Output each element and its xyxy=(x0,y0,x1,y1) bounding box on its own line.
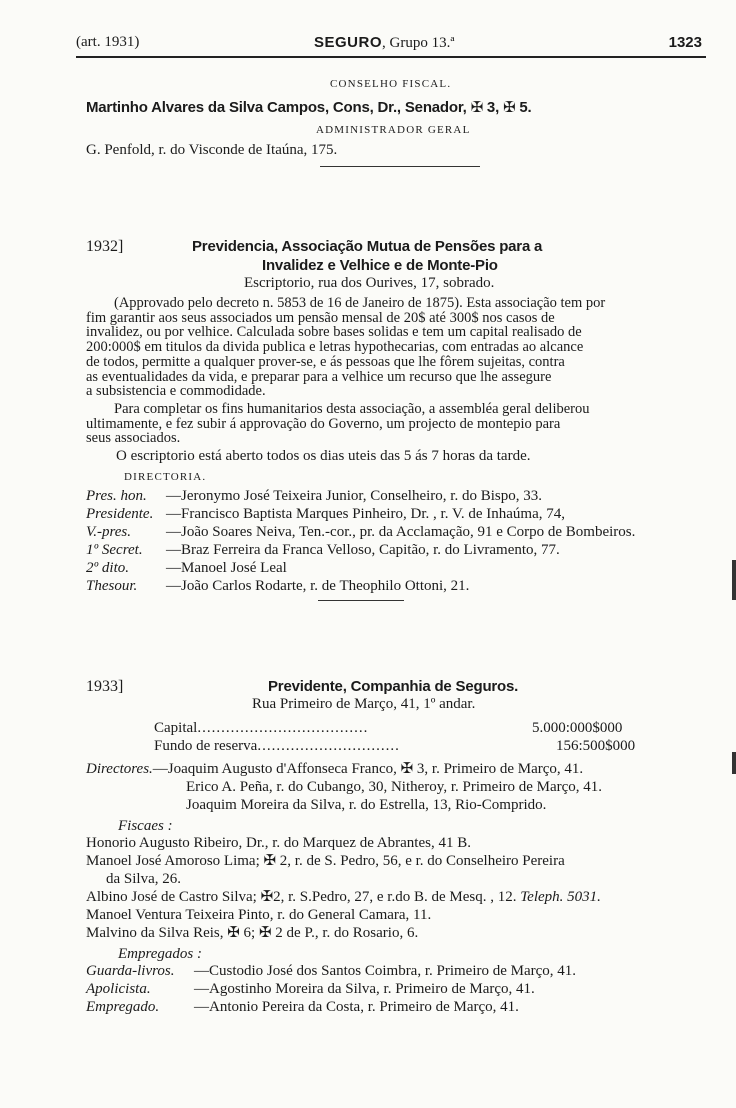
dot-leader: .................................... xyxy=(197,720,369,736)
text-line: Para completar os fins humanitarios desta associação, a assembléa geral deliberou xyxy=(114,401,590,417)
role-label: Pres. hon. xyxy=(86,488,147,504)
entry-1933-title: Previdente, Companhia de Seguros. xyxy=(268,678,519,695)
empregado-row xyxy=(86,998,576,1016)
role-label: 1º Secret. xyxy=(86,542,143,558)
text-line: (Approvado pelo decreto n. 5853 de 16 de Janeiro de 1875). Esta associação tem por xyxy=(114,295,606,311)
section-title: SEGURO xyxy=(314,34,383,51)
member-text: —João Carlos Rodarte, r. de Theophilo Ottoni, 21. xyxy=(166,578,470,594)
role-label: 2º dito. xyxy=(86,560,129,576)
role-label: Apolicista. xyxy=(86,981,151,997)
running-header-article: (art. 1931) xyxy=(76,34,140,50)
empregado-text: —Agostinho Moreira da Silva, r. Primeiro de Março, 41. xyxy=(194,981,535,997)
directoria-heading: DIRECTORIA. xyxy=(124,471,207,483)
empregados-list xyxy=(86,962,576,1016)
director-text: —Joaquim Augusto d'Affonseca Franco, ✠ 3, r. Primeiro de Março, 41. xyxy=(152,761,584,777)
empregado-row xyxy=(86,980,576,998)
scan-edge-mark xyxy=(732,752,736,774)
role-label: Empregado. xyxy=(86,999,160,1015)
fiscal-row: Malvino da Silva Reis, ✠ 6; ✠ 2 de P., r. do Rosario, 6. xyxy=(86,925,419,941)
fiscaes-heading: Fiscaes : xyxy=(118,818,173,834)
member-text: —João Soares Neiva, Ten.-cor., pr. da Acclamação, 91 e Corpo de Bombeiros. xyxy=(166,524,636,540)
entry-number-1932: 1932] xyxy=(86,238,124,255)
entry-1932-paragraph-1 xyxy=(86,296,710,399)
entry-number-1933: 1933] xyxy=(86,678,124,695)
fundo-label xyxy=(154,738,400,755)
fiscal-text: Albino José de Castro Silva; ✠2, r. S.Pedro, 27, e r.do B. de Mesq. , 12. xyxy=(86,889,517,905)
fiscal-row: Honorio Augusto Ribeiro, Dr., r. do Marquez de Abrantes, 41 B. xyxy=(86,835,471,851)
directoria-list xyxy=(86,487,635,595)
directoria-row xyxy=(86,559,635,577)
directoria-row xyxy=(86,487,635,505)
directoria-row xyxy=(86,541,635,559)
running-header-title xyxy=(314,34,454,52)
fiscaes-list xyxy=(86,834,601,942)
header-rule xyxy=(76,56,706,58)
section-divider xyxy=(318,600,404,601)
directoria-row xyxy=(86,523,635,541)
member-text: —Manoel José Leal xyxy=(166,560,287,576)
directoria-row xyxy=(86,505,635,523)
fundo-value: 156:500$000 xyxy=(556,738,636,754)
text-line: a subsistencia e commodidade. xyxy=(86,383,266,400)
directores-block xyxy=(86,760,602,814)
page-number: 1323 xyxy=(668,34,702,51)
entry-1932-hours: O escriptorio está aberto todos os dias uteis das 5 ás 7 horas da tarde. xyxy=(116,448,531,464)
empregado-text: —Custodio José dos Santos Coimbra, r. Primeiro de Março, 41. xyxy=(194,963,577,979)
empregados-heading: Empregados : xyxy=(118,946,203,962)
fundo-text: Fundo de reserva xyxy=(154,738,258,754)
directores-label: Directores. xyxy=(86,761,153,777)
directores-row xyxy=(86,760,602,778)
dot-leader: .............................. xyxy=(257,738,400,754)
empregado-row xyxy=(86,962,576,980)
directoria-row xyxy=(86,577,635,595)
text-line: ultimamente, e fez subir á approvação do Governo, um projecto de montepio para xyxy=(86,415,561,432)
text-line: seus associados. xyxy=(86,430,181,447)
text-line: as eventualidades da vida, e preparar para a velhice um recurso que lhe assegure xyxy=(86,368,552,385)
role-label: Thesour. xyxy=(86,578,138,594)
capital-value: 5.000:000$000 xyxy=(532,720,623,736)
member-text: —Braz Ferreira da Franca Velloso, Capitão, r. do Livramento, 77. xyxy=(166,542,560,558)
conselho-heading: CONSELHO FISCAL. xyxy=(330,78,452,90)
member-text: —Francisco Baptista Marques Pinheiro, Dr. , r. V. de Inhaúma, 74, xyxy=(166,506,565,522)
admin-name: G. Penfold, r. do Visconde de Itaúna, 175. xyxy=(86,142,338,158)
capital-label xyxy=(154,720,368,737)
section-divider xyxy=(320,166,480,167)
conselho-member: Martinho Alvares da Silva Campos, Cons, Dr., Senador, ✠ 3, ✠ 5. xyxy=(86,99,532,116)
text-line: de todos, permitte a qualquer prover-se, e ás pessoas que lhe fôrem sujeitas, contra xyxy=(86,353,565,370)
role-label: Presidente. xyxy=(86,506,154,522)
telephone: Teleph. 5031. xyxy=(520,889,601,905)
entry-1932-paragraph-2 xyxy=(86,402,710,446)
entry-1932-address: Escriptorio, rua dos Ourives, 17, sobrado. xyxy=(244,275,495,291)
text-line: invalidez, ou por velhice. Calculada sobre bases solidas e tem um capital realisado de xyxy=(86,324,582,341)
fiscal-row: Manoel Ventura Teixeira Pinto, r. do General Camara, 11. xyxy=(86,907,432,923)
directores-row: Joaquim Moreira da Silva, r. do Estrella, 13, Rio-Comprido. xyxy=(186,797,547,813)
fiscal-row: Manoel José Amoroso Lima; ✠ 2, r. de S. Pedro, 56, e r. do Conselheiro Pereira xyxy=(86,853,565,869)
role-label: V.-pres. xyxy=(86,524,131,540)
entry-1932-title-line2: Invalidez e Velhice e de Monte-Pio xyxy=(262,257,498,274)
fiscal-row: da Silva, 26. xyxy=(106,871,181,887)
text-line: fim garantir aos seus associados um pensão mensal de 20$ até 300$ nos casos de xyxy=(86,309,555,326)
empregado-text: —Antonio Pereira da Costa, r. Primeiro de Março, 41. xyxy=(194,999,519,1015)
member-text: —Jeronymo José Teixeira Junior, Conselheiro, r. do Bispo, 33. xyxy=(166,488,542,504)
directores-row: Erico A. Peña, r. do Cubango, 30, Nitheroy, r. Primeiro de Março, 41. xyxy=(186,779,603,795)
text-line: 200:000$ em titulos da divida publica e letras hypothecarias, com entradas ao alcance xyxy=(86,339,584,356)
fiscal-row xyxy=(86,888,601,906)
section-group: , Grupo 13.ª xyxy=(382,35,455,51)
entry-1933-address: Rua Primeiro de Março, 41, 1º andar. xyxy=(252,696,476,712)
role-label: Guarda-livros. xyxy=(86,963,175,979)
scan-edge-mark xyxy=(732,560,736,600)
capital-text: Capital xyxy=(154,720,198,736)
admin-heading: ADMINISTRADOR GERAL xyxy=(316,124,471,136)
entry-1932-title-line1: Previdencia, Associação Mutua de Pensões para a xyxy=(192,238,543,255)
